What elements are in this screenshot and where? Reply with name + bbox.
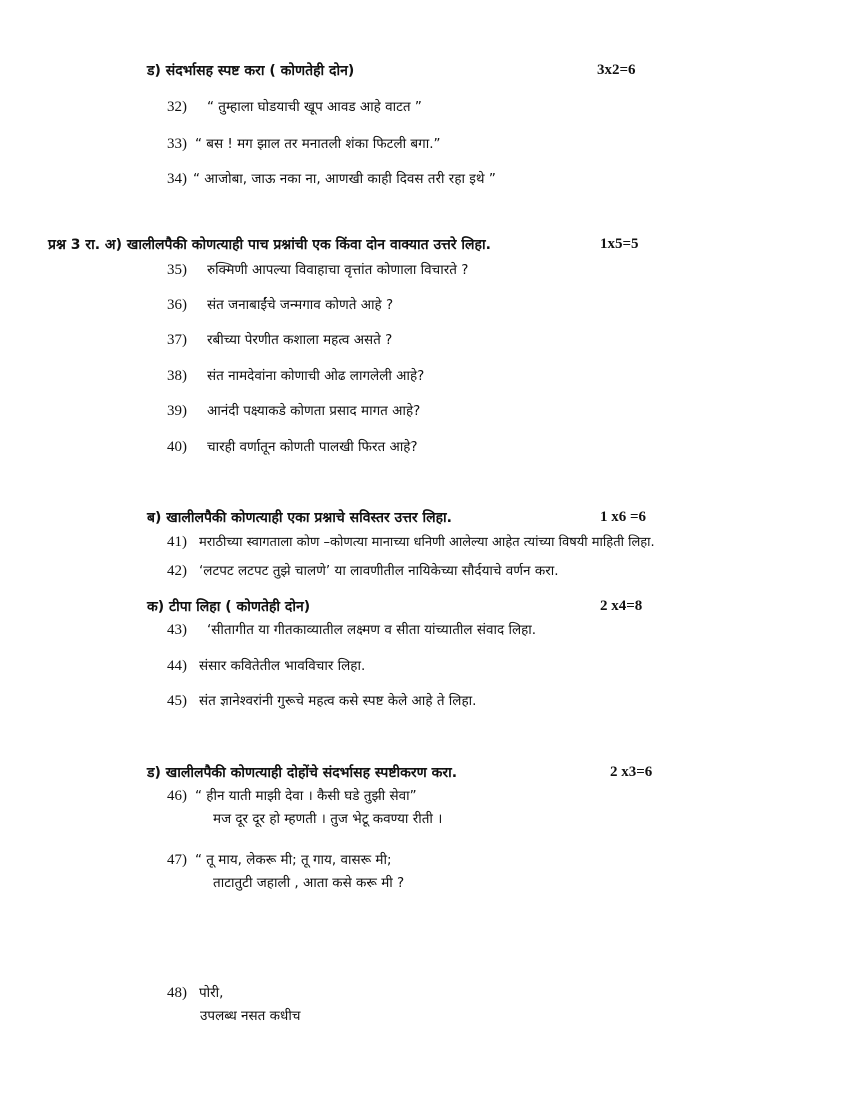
- question-text: ‘लटपट लटपट तुझे चालणे’ या लावणीतील नायिकेच्या सौर्दयाचे वर्णन करा.: [199, 563, 559, 579]
- question-36: [167, 295, 393, 314]
- question-text: संत ज्ञानेश्वरांनी गुरूचे महत्व कसे स्पष्ट केले आहे ते लिहा.: [199, 693, 477, 709]
- question-47-line1: [167, 850, 392, 869]
- section-b-marks: 1 x6 =6: [600, 509, 647, 525]
- question-number: 33): [167, 136, 187, 152]
- question-number: 41): [167, 534, 187, 550]
- question-41: [167, 532, 655, 551]
- question-38: [167, 366, 424, 385]
- question-42: [167, 561, 559, 580]
- question-43: [167, 620, 536, 639]
- section-d2-heading: ड) खालीलपैकी कोणत्याही दोहोंचे संदर्भासह स्पष्टीकरण करा.: [147, 765, 458, 781]
- question-number: 36): [167, 297, 187, 313]
- question-number: 45): [167, 693, 187, 709]
- question-text: “ हीन याती माझी देवा । कैसी घडे तुझी सेवा”: [195, 788, 417, 804]
- question-text: पोरी,: [199, 985, 224, 1001]
- section-d1-heading: ड) संदर्भासह स्पष्ट करा ( कोणतेही दोन): [147, 63, 355, 79]
- question-text: ‘सीतागीत या गीतकाव्यातील लक्ष्मण व सीता यांच्यातील संवाद लिहा.: [207, 622, 537, 638]
- question-text: “ तू माय, लेकरू मी; तू गाय, वासरू मी;: [195, 852, 392, 868]
- question-text: संसार कवितेतील भावविचार लिहा.: [199, 658, 366, 674]
- question-text: मराठीच्या स्वागताला कोण –कोणत्या मानाच्या धनिणी आलेल्या आहेत त्यांच्या विषयी माहिती लिहा.: [199, 535, 655, 550]
- question-37: [167, 330, 392, 349]
- question-number: 39): [167, 403, 187, 419]
- question-number: 38): [167, 368, 187, 384]
- question-number: 34): [167, 171, 187, 187]
- question-46-line2: मज दूर दूर हो म्हणती । तुज भेटू कवण्या रीती ।: [213, 811, 443, 827]
- question-number: 47): [167, 852, 187, 868]
- question-text: रुक्मिणी आपल्या विवाहाचा वृत्तांत कोणाला विचारते ?: [207, 262, 469, 278]
- question-text: संत नामदेवांना कोणाची ओढ लागलेली आहे?: [207, 368, 425, 384]
- question-number: 46): [167, 788, 187, 804]
- section-d2-marks: 2 x3=6: [610, 764, 653, 780]
- question-number: 43): [167, 622, 187, 638]
- question-text: “ बस ! मग झाल तर मनातली शंका फिटली बगा.”: [195, 136, 441, 152]
- section-d1-marks: 3x2=6: [597, 62, 636, 78]
- question-text: “ तुम्हाला घोडयाची खूप आवड आहे वाटत ”: [207, 99, 422, 115]
- section-q3a-heading: प्रश्न 3 रा. अ) खालीलपैकी कोणत्याही पाच प्रश्नांची एक किंवा दोन वाक्यात उत्तरे लिहा.: [48, 237, 491, 253]
- section-q3a-marks: 1x5=5: [600, 236, 639, 252]
- section-k-marks: 2 x4=8: [600, 598, 643, 614]
- question-33: [167, 134, 441, 153]
- section-b-heading: ब) खालीलपैकी कोणत्याही एका प्रश्नाचे सविस्तर उत्तर लिहा.: [147, 510, 452, 526]
- question-44: [167, 656, 365, 675]
- question-text: संत जनाबाईंचे जन्मगाव कोणते आहे ?: [207, 297, 394, 313]
- question-46-line1: [167, 786, 417, 805]
- question-35: [167, 260, 468, 279]
- question-text: चारही वर्णातून कोणती पालखी फिरत आहे?: [207, 439, 418, 455]
- question-number: 32): [167, 99, 187, 115]
- question-text: “ आजोबा, जाऊ नका ना, आणखी काही दिवस तरी रहा इथे ”: [193, 171, 496, 187]
- question-number: 44): [167, 658, 187, 674]
- question-47-line2: ताटातुटी जहाली , आता कसे करू मी ?: [213, 875, 405, 891]
- question-48-line2: उपलब्ध नसत कधीच: [200, 1008, 301, 1024]
- question-text: आनंदी पक्ष्याकडे कोणता प्रसाद मागत आहे?: [207, 403, 421, 419]
- question-number: 40): [167, 439, 187, 455]
- question-number: 42): [167, 563, 187, 579]
- question-39: [167, 401, 420, 420]
- section-k-heading: क) टीपा लिहा ( कोणतेही दोन): [147, 599, 311, 615]
- question-45: [167, 691, 476, 710]
- question-48-line1: [167, 983, 223, 1002]
- question-number: 37): [167, 332, 187, 348]
- question-number: 48): [167, 985, 187, 1001]
- question-32: [167, 97, 422, 116]
- question-number: 35): [167, 262, 187, 278]
- question-34: [167, 169, 496, 188]
- question-text: रबीच्या पेरणीत कशाला महत्व असते ?: [207, 332, 393, 348]
- question-40: [167, 437, 418, 456]
